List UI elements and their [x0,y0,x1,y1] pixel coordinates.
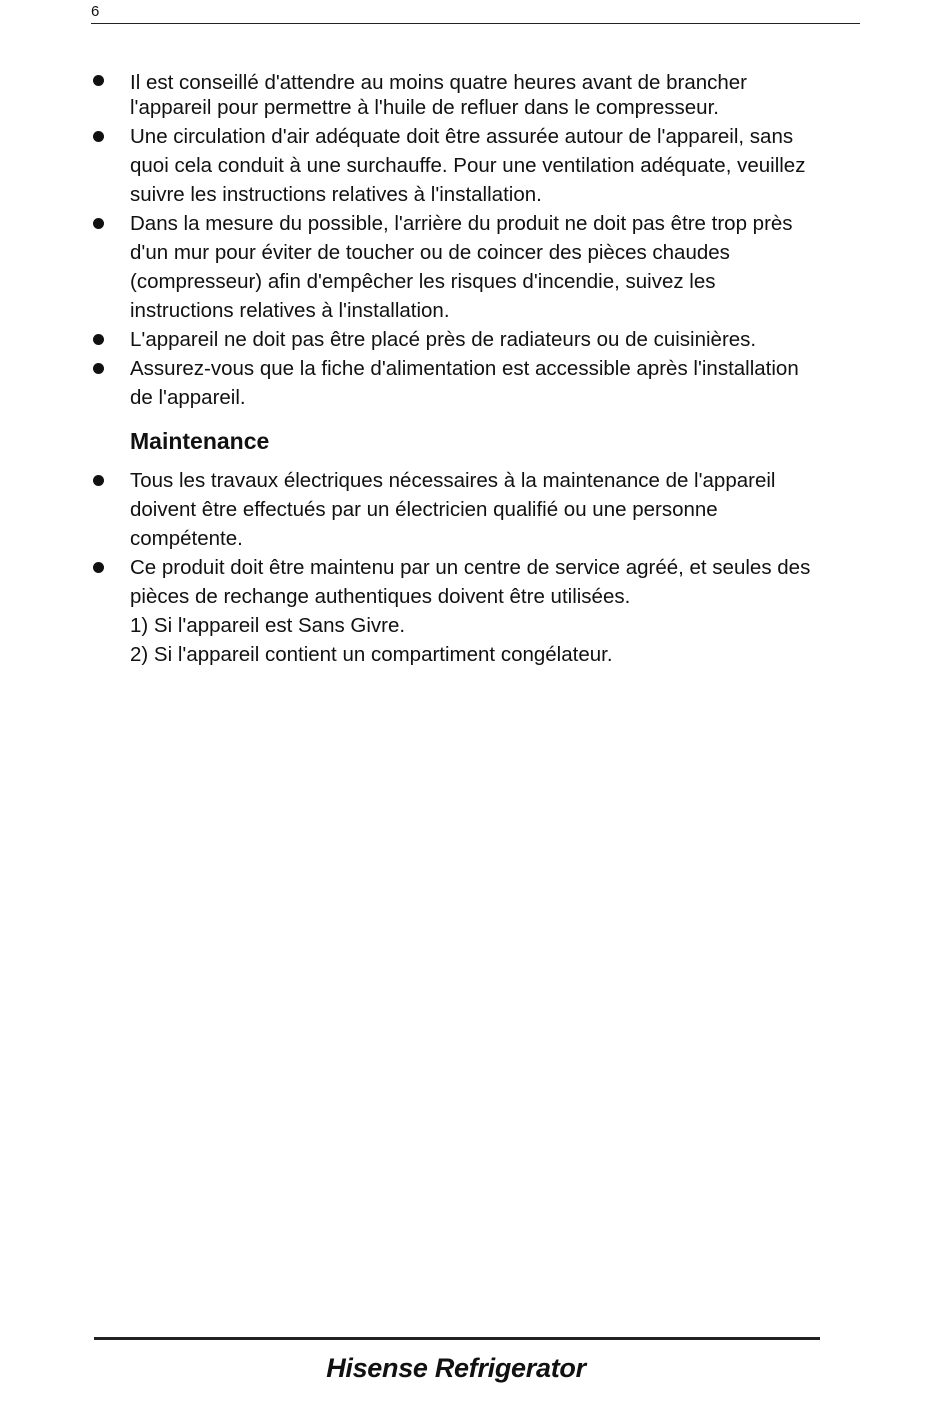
list-item-text: Tous les travaux électriques nécessaires à la maintenance de l'appareil doivent être effectués par un électricien qualifié ou une personne compétente. [130,469,776,550]
header-divider [91,23,860,24]
list-item-text: Ce produit doit être maintenu par un centre de service agréé, et seules des pièces de rechange authentiques doivent être utilisées. [130,556,811,608]
list-item [91,354,863,412]
list-item [91,553,863,611]
list-item [91,68,863,122]
page-number: 6 [91,3,100,20]
bullet-icon [93,218,104,229]
list-item-text: Une circulation d'air adéquate doit être assurée autour de l'appareil, sans quoi cela conduit à une surchauffe. Pour une ventilation adéquate, veuillez suivre les instructions relatives à l'installation. [130,125,806,206]
section-heading-maintenance: Maintenance [130,428,270,454]
list-item-text: Assurez-vous que la fiche d'alimentation est accessible après l'installation de l'appareil. [130,357,799,409]
maintenance-list [91,466,863,611]
page-content [91,68,863,669]
bullet-icon [93,475,104,486]
bullet-icon [93,562,104,573]
list-item-text: Dans la mesure du possible, l'arrière du produit ne doit pas être trop près d'un mur pour éviter de toucher ou de coincer des pièces chaudes (compresseur) afin d'empêcher les risques d'incendie, suivez les instructions relatives à l'installation. [130,212,793,322]
footer-divider [94,1337,820,1340]
safety-list [91,68,863,412]
list-item [91,122,863,209]
bullet-icon [93,131,104,142]
bullet-icon [93,363,104,374]
list-item-text: L'appareil ne doit pas être placé près de radiateurs ou de cuisinières. [130,328,757,351]
bullet-icon [93,75,104,86]
footnote-line: 2) Si l'appareil contient un compartiment congélateur. [130,643,613,666]
bullet-icon [93,334,104,345]
list-item [91,209,863,325]
list-item [91,466,863,553]
list-item-text: Il est conseillé d'attendre au moins quatre heures avant de brancher l'appareil pour permettre à l'huile de refluer dans le compresseur. [130,71,748,119]
footnote-line: 1) Si l'appareil est Sans Givre. [130,614,406,637]
list-item [91,325,863,354]
footer-brand-logo: Hisense Refrigerator [326,1353,586,1383]
